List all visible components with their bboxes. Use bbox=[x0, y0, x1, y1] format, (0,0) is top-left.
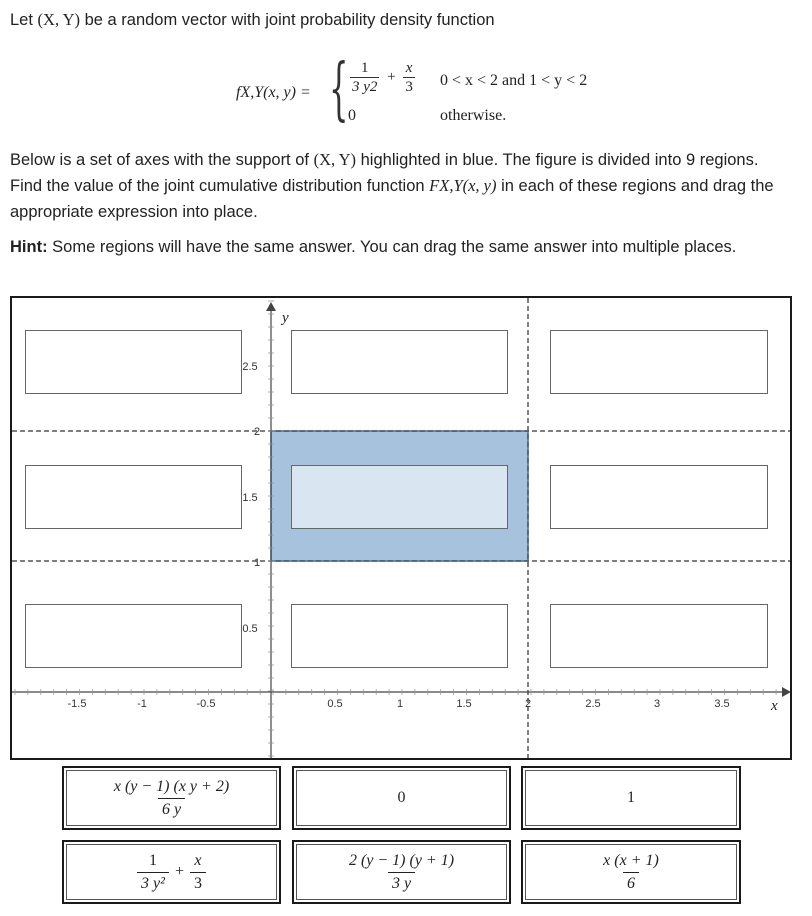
description-part1: Below is a set of axes with the support of bbox=[10, 151, 314, 169]
y-axis-label: y bbox=[282, 310, 289, 326]
pdf-definition bbox=[236, 50, 656, 130]
description-part3: in each of these regions and drag the appropriate expression into place. bbox=[10, 177, 774, 221]
answer-numerator: 2 (y − 1) (y + 1) bbox=[348, 851, 455, 869]
drop-zone-bottom-middle[interactable] bbox=[291, 604, 508, 668]
x-tick-1.5: 1.5 bbox=[456, 698, 472, 710]
drop-zone-bottom-left[interactable] bbox=[25, 604, 242, 668]
description-vector: (X, Y) bbox=[313, 150, 357, 169]
answer-denominator: 6 bbox=[623, 872, 639, 895]
answer-numerator: 1 bbox=[148, 851, 157, 869]
description-part2: highlighted in blue. The figure is divided into 9 regions. Find the value of the joint cumulative distribution function bbox=[10, 151, 759, 195]
y-tick-2.5: 2.5 bbox=[242, 361, 258, 373]
hint-text bbox=[10, 234, 790, 260]
answer-value: 0 bbox=[397, 789, 406, 806]
answer-denominator2: 3 bbox=[190, 872, 206, 895]
answer-numerator: x (x + 1) bbox=[603, 851, 659, 869]
intro-suffix: be a random vector with joint probability density function bbox=[80, 11, 495, 29]
answer-numerator2: x bbox=[194, 851, 202, 869]
y-axis-arrow bbox=[266, 302, 276, 311]
hint-body: Some regions will have the same answer. You can drag the same answer into multiple places. bbox=[47, 238, 737, 256]
answer-card[interactable] bbox=[292, 766, 511, 830]
answer-numerator: x (y − 1) (x y + 2) bbox=[113, 777, 230, 795]
intro-prefix: Let bbox=[10, 11, 38, 29]
case1-numerator: 1 bbox=[360, 60, 369, 76]
pdf-case1 bbox=[350, 60, 415, 96]
piecewise-brace: { bbox=[329, 50, 349, 129]
y-tick-1.5: 1.5 bbox=[242, 492, 258, 504]
hint-label: Hint: bbox=[10, 238, 48, 256]
description-text bbox=[10, 147, 790, 225]
answer-plus: + bbox=[174, 863, 184, 880]
pdf-condition1: 0 < x < 2 and 1 < y < 2 bbox=[440, 72, 588, 89]
pdf-case2: 0 bbox=[348, 107, 356, 124]
graph-panel bbox=[10, 296, 792, 760]
x-axis-label: x bbox=[771, 698, 778, 714]
x-tick-neg1.5: -1.5 bbox=[67, 698, 87, 710]
answer-card[interactable] bbox=[62, 840, 281, 904]
pdf-condition2: otherwise. bbox=[440, 107, 507, 124]
drop-zone-top-right[interactable] bbox=[550, 330, 768, 394]
answer-card[interactable] bbox=[292, 840, 511, 904]
case1-plus: + bbox=[387, 69, 396, 86]
drop-zone-middle-left[interactable] bbox=[25, 465, 242, 529]
x-tick-neg0.5: -0.5 bbox=[196, 698, 216, 710]
x-tick-3.5: 3.5 bbox=[714, 698, 730, 710]
intro-vector: (X, Y) bbox=[37, 10, 80, 29]
x-tick-neg1: -1 bbox=[137, 698, 147, 710]
y-tick-1: 1 bbox=[253, 557, 261, 569]
drop-zone-top-middle[interactable] bbox=[291, 330, 508, 394]
drop-zone-middle-right[interactable] bbox=[550, 465, 768, 529]
x-tick-0.5: 0.5 bbox=[327, 698, 343, 710]
drop-zone-top-left[interactable] bbox=[25, 330, 242, 394]
y-tick-0.5: 0.5 bbox=[242, 623, 258, 635]
intro-text bbox=[10, 7, 495, 33]
case1-numerator2: x bbox=[405, 60, 413, 76]
x-tick-2: 2 bbox=[524, 698, 532, 710]
drop-zone-center[interactable] bbox=[291, 465, 508, 529]
case1-denominator: 3 y2 bbox=[352, 79, 378, 95]
answer-card[interactable] bbox=[521, 840, 741, 904]
y-tick-2: 2 bbox=[253, 426, 261, 438]
answer-denominator: 6 y bbox=[158, 798, 185, 821]
answer-card[interactable] bbox=[521, 766, 741, 830]
answer-denominator: 3 y² bbox=[137, 872, 169, 895]
answer-value: 1 bbox=[627, 789, 635, 806]
answer-denominator: 3 y bbox=[388, 872, 415, 895]
case1-denominator2: 3 bbox=[405, 79, 413, 95]
x-axis-arrow bbox=[782, 687, 791, 697]
drop-zone-bottom-right[interactable] bbox=[550, 604, 768, 668]
pdf-lhs: fX,Y(x, y) = bbox=[236, 84, 311, 101]
description-cdf: FX,Y(x, y) bbox=[429, 176, 497, 195]
x-tick-3: 3 bbox=[653, 698, 661, 710]
answer-card[interactable] bbox=[62, 766, 281, 830]
x-tick-1: 1 bbox=[396, 698, 404, 710]
x-tick-2.5: 2.5 bbox=[585, 698, 601, 710]
